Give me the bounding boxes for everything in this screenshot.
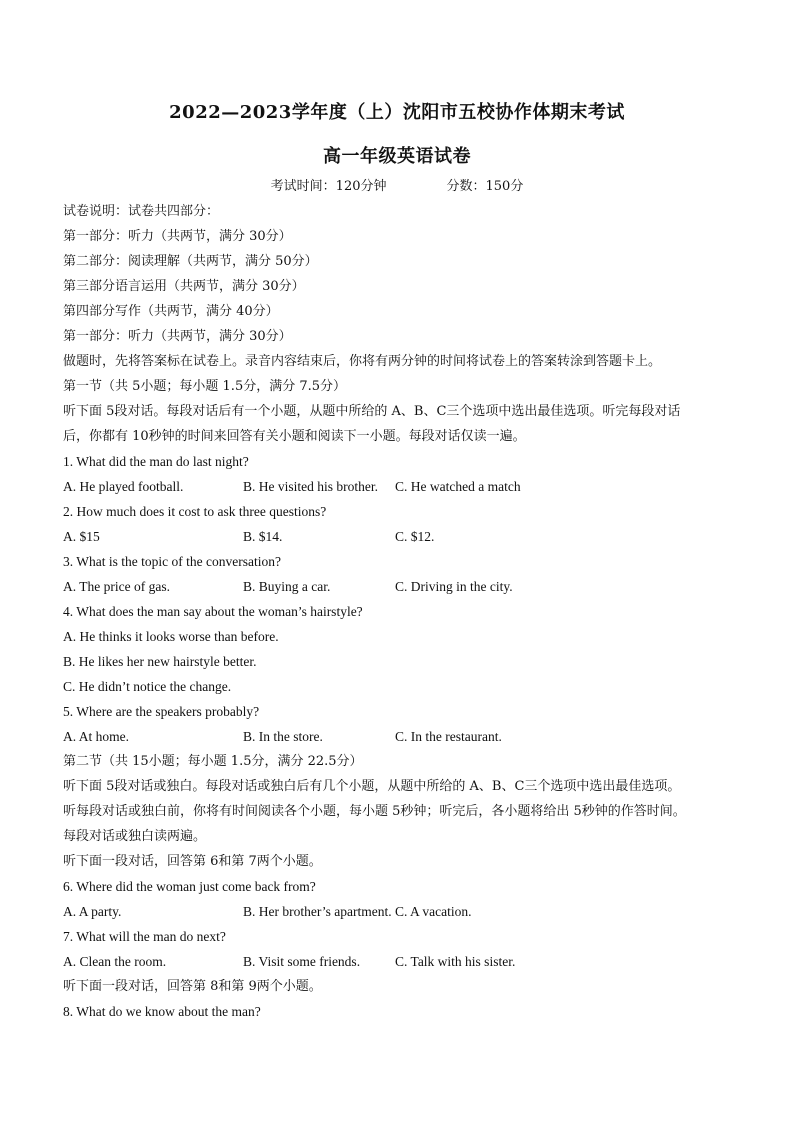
option-b: B. In the store. <box>243 729 323 744</box>
option-c: C. Talk with his sister. <box>395 954 516 969</box>
exam-title: 2022—2023学年度（上）沈阳市五校协作体期末考试 <box>169 102 625 123</box>
part-4: 第四部分写作（共两节，满分 40分） <box>63 304 279 319</box>
section-1-heading: 第一节（共 5小题；每小题 1.5分，满分 7.5分） <box>63 379 347 394</box>
option-a: A. The price of gas. <box>63 579 170 594</box>
exam-score: 分数：150分 <box>446 179 524 194</box>
question-2: 2. How much does it cost to ask three questions? <box>63 504 327 519</box>
question-1-options <box>63 474 743 499</box>
exam-time: 考试时间：120分钟 <box>270 179 387 194</box>
question-2-options <box>63 524 743 549</box>
section-2-heading: 第二节（共 15小题；每小题 1.5分，满分 22.5分） <box>63 754 363 769</box>
exam-subtitle: 高一年级英语试卷 <box>323 146 471 167</box>
option-b: B. $14. <box>243 529 283 544</box>
part-2: 第二部分：阅读理解（共两节，满分 50分） <box>63 254 318 269</box>
option-c: C. He watched a match <box>395 479 521 494</box>
option-c: C. In the restaurant. <box>395 729 502 744</box>
listening-instruction: 做题时，先将答案标在试卷上。录音内容结束后，你将有两分钟的时间将试卷上的答案转涂到答题卡上。 <box>63 354 662 369</box>
question-1: 1. What did the man do last night? <box>63 454 249 469</box>
option-b: B. Buying a car. <box>243 579 331 594</box>
question-4: 4. What does the man say about the woman’s hairstyle? <box>63 604 363 619</box>
option-b: B. He visited his brother. <box>243 479 378 494</box>
section-2-instruction: 每段对话或独白读两遍。 <box>63 829 207 844</box>
question-3: 3. What is the topic of the conversation? <box>63 554 281 569</box>
option-c: C. Driving in the city. <box>395 579 513 594</box>
question-6-options <box>63 899 743 924</box>
option-a: A. A party. <box>63 904 122 919</box>
option-b: B. Her brother’s apartment. <box>243 904 392 919</box>
option-b: B. Visit some friends. <box>243 954 361 969</box>
option-a: A. He played football. <box>63 479 184 494</box>
option-c: C. A vacation. <box>395 904 472 919</box>
question-8: 8. What do we know about the man? <box>63 1004 261 1019</box>
option-c: C. $12. <box>395 529 435 544</box>
dialog-prompt: 听下面一段对话，回答第 8和第 9两个小题。 <box>63 979 322 994</box>
dialog-prompt: 听下面一段对话，回答第 6和第 7两个小题。 <box>63 854 322 869</box>
section-2-instruction: 听下面 5段对话或独白。每段对话或独白后有几个小题，从题中所给的 A、B、C三个选项中选出最佳选项。 <box>63 779 681 794</box>
option-a: A. He thinks it looks worse than before. <box>63 629 279 644</box>
option-a: A. Clean the room. <box>63 954 167 969</box>
paper-description: 试卷说明：试卷共四部分： <box>63 204 220 219</box>
option-a: A. $15 <box>63 529 100 544</box>
option-a: A. At home. <box>63 729 129 744</box>
option-c: C. He didn’t notice the change. <box>63 679 232 694</box>
exam-body <box>63 199 743 1024</box>
question-7: 7. What will the man do next? <box>63 929 226 944</box>
section-2-instruction: 听每段对话或独白前，你将有时间阅读各个小题，每小题 5秒钟；听完后，各小题将给出 5秒钟的作答时间。 <box>63 804 686 819</box>
question-5-options <box>63 724 743 749</box>
part-3: 第三部分语言运用（共两节，满分 30分） <box>63 279 305 294</box>
question-3-options <box>63 574 743 599</box>
exam-meta <box>0 175 794 194</box>
part-1: 第一部分：听力（共两节，满分 30分） <box>63 229 292 244</box>
question-6: 6. Where did the woman just come back from? <box>63 879 316 894</box>
section-1-instruction: 后，你都有 10秒钟的时间来回答有关小题和阅读下一小题。每段对话仅读一遍。 <box>63 429 526 444</box>
question-7-options <box>63 949 743 974</box>
section-1-instruction: 听下面 5段对话。每段对话后有一个小题，从题中所给的 A、B、C三个选项中选出最佳选项。听完每段对话 <box>63 404 681 419</box>
question-5: 5. Where are the speakers probably? <box>63 704 260 719</box>
listening-heading: 第一部分：听力（共两节，满分 30分） <box>63 329 292 344</box>
option-b: B. He likes her new hairstyle better. <box>63 654 257 669</box>
